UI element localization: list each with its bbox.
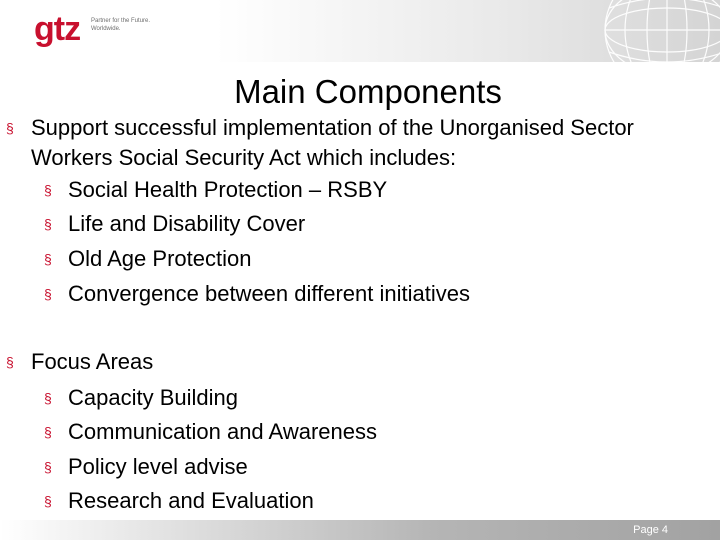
- item-2-subitem: Policy level advise: [68, 454, 248, 479]
- item-1-subitem: Life and Disability Cover: [68, 211, 306, 236]
- item-1-subitem: Old Age Protection: [68, 246, 252, 271]
- slide-footer: [0, 520, 720, 540]
- gtz-logo: gtz: [34, 10, 81, 48]
- item-2-subitem: Research and Evaluation: [68, 488, 314, 513]
- bullet-icon: §: [44, 286, 52, 302]
- globe-logo-icon: [595, 0, 720, 62]
- bullet-icon: §: [44, 424, 52, 440]
- item-1-line-1: Support successful implementation of the Unorganised Sector: [31, 115, 634, 140]
- bullet-icon: §: [44, 459, 52, 475]
- bullet-icon: §: [44, 216, 52, 232]
- item-2-label: Focus Areas: [31, 349, 154, 374]
- bullet-icon: §: [44, 182, 52, 198]
- page-number: Page 4: [633, 524, 668, 536]
- item-2-subitem: Capacity Building: [68, 385, 238, 410]
- item-1-subitem: Social Health Protection – RSBY: [68, 177, 388, 202]
- bullet-icon: §: [44, 251, 52, 267]
- tagline-line-2: Worldwide.: [91, 26, 121, 32]
- item-1-line-2: Workers Social Security Act which includes:: [31, 145, 457, 170]
- bullet-icon: §: [44, 390, 52, 406]
- logo-tagline: [91, 17, 150, 33]
- bullet-icon: §: [44, 493, 52, 509]
- bullet-icon: §: [6, 120, 14, 136]
- slide-title: Main Components: [234, 73, 502, 110]
- bullet-icon: §: [6, 354, 14, 370]
- slide-header: [0, 0, 720, 62]
- item-2-subitem: Communication and Awareness: [68, 419, 377, 444]
- tagline-line-1: Partner for the Future.: [91, 18, 151, 24]
- item-1-subitem: Convergence between different initiatives: [68, 281, 470, 306]
